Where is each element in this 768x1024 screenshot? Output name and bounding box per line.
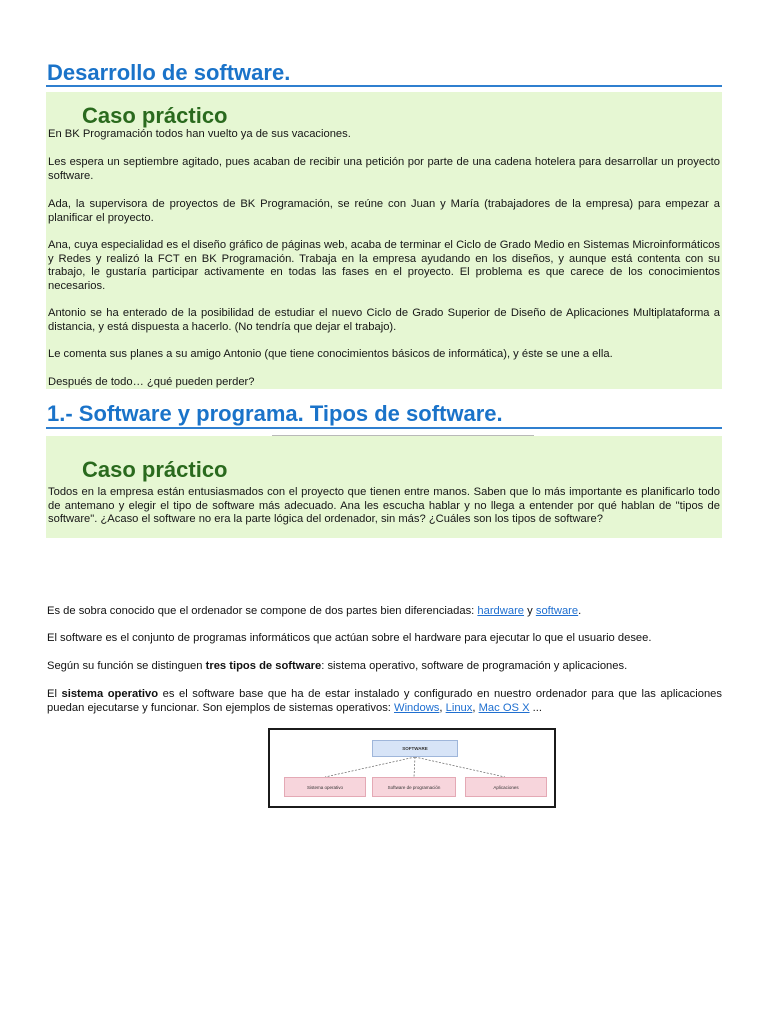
link-software[interactable]: software bbox=[535, 605, 579, 617]
software-types-diagram bbox=[268, 728, 556, 808]
connector-line bbox=[414, 757, 415, 777]
title-underline bbox=[46, 427, 722, 429]
case-paragraph: Después de todo… ¿qué pueden perder? bbox=[48, 376, 255, 388]
case-paragraph: Le comenta sus planes a su amigo Antonio (que tiene conocimientos básicos de informática), y éste se une a ella. bbox=[48, 348, 613, 360]
section-title-software-programa: 1.- Software y programa. Tipos de software. bbox=[47, 401, 503, 426]
diagram-node-sistema-operativo: Sistema operativo bbox=[284, 777, 366, 797]
link-linux[interactable]: Linux bbox=[445, 702, 473, 714]
case-study-title: Caso práctico bbox=[82, 457, 228, 482]
bold-text: tres tipos de software bbox=[205, 660, 322, 672]
diagram-node-aplicaciones: Aplicaciones bbox=[465, 777, 547, 797]
case-study-box bbox=[46, 436, 722, 538]
link-hardware[interactable]: hardware bbox=[477, 605, 525, 617]
diagram-root-node: SOFTWARE bbox=[372, 740, 458, 757]
text: Según su función se distinguen bbox=[47, 660, 206, 672]
text: : sistema operativo, software de programación y aplicaciones. bbox=[321, 660, 628, 672]
case-paragraph: Les espera un septiembre agitado, pues acaban de recibir una petición por parte de una cadena hotelera para desarrollar un proyecto software. bbox=[48, 156, 720, 182]
text: es el software base que ha de estar instalado y configurado en nuestro ordenador para que las aplicaciones puedan ejecutarse y funcionar. Son ejemplos de sistemas operativos: bbox=[47, 688, 722, 714]
body-paragraph: El software es el conjunto de programas informáticos que actúan sobre el hardware para ejecutar lo que el usuario desee. bbox=[47, 632, 652, 644]
case-paragraph: Ana, cuya especialidad es el diseño gráfico de páginas web, acaba de terminar el Ciclo de Grado Medio en Sistemas Microinformáticos y Redes y realizó la FCT en BK Programación. Trabaja en la empresa ayudando en los diseños, y aunque está contenta con su trabajo, le gustaría participar activamente en todas las fases en el proyecto. El problema es que carece de los conocimientos necesarios. bbox=[48, 239, 720, 292]
link-windows[interactable]: Windows bbox=[394, 702, 440, 714]
case-paragraph: En BK Programación todos han vuelto ya de sus vacaciones. bbox=[48, 128, 351, 140]
text: ... bbox=[529, 702, 543, 714]
case-study-box bbox=[46, 92, 722, 389]
case-paragraph: Antonio se ha enterado de la posibilidad de estudiar el nuevo Ciclo de Grado Superior de Diseño de Aplicaciones Multiplataforma a distancia, y está dispuesta a hacerlo. (No tendría que dejar el trabajo). bbox=[48, 307, 720, 333]
connector-line bbox=[415, 757, 505, 777]
text: , bbox=[472, 702, 479, 714]
body-paragraph bbox=[47, 687, 722, 715]
diagram-node-software-programacion: Software de programación bbox=[372, 777, 456, 797]
text: . bbox=[578, 605, 582, 617]
case-study-title: Caso práctico bbox=[82, 103, 228, 128]
text: , bbox=[439, 702, 446, 714]
text: y bbox=[524, 605, 536, 617]
body-paragraph bbox=[47, 604, 722, 618]
body-paragraph bbox=[47, 659, 722, 673]
connector-line bbox=[325, 757, 415, 777]
text: Es de sobra conocido que el ordenador se compone de dos partes bien diferenciadas: bbox=[47, 605, 478, 617]
title-underline bbox=[46, 85, 722, 87]
case-paragraph: Ada, la supervisora de proyectos de BK Programación, se reúne con Juan y María (trabajadores de la empresa) para empezar a planificar el proyecto. bbox=[48, 198, 720, 224]
case-paragraph: Todos en la empresa están entusiasmados con el proyecto que tienen entre manos. Saben que lo más importante es planificarlo todo de antemano y elegir el tipo de software más adecuado. Ana les escucha hablar y no llega a entender por qué hablan de "tipos de software". ¿Acaso el software no era la parte lógica del ordenador, sin más? ¿Cuáles son los tipos de software? bbox=[48, 486, 720, 525]
bold-text: sistema operativo bbox=[61, 688, 159, 700]
section-title-desarrollo: Desarrollo de software. bbox=[47, 60, 291, 85]
link-macos[interactable]: Mac OS X bbox=[478, 702, 530, 714]
text: El bbox=[47, 688, 62, 700]
